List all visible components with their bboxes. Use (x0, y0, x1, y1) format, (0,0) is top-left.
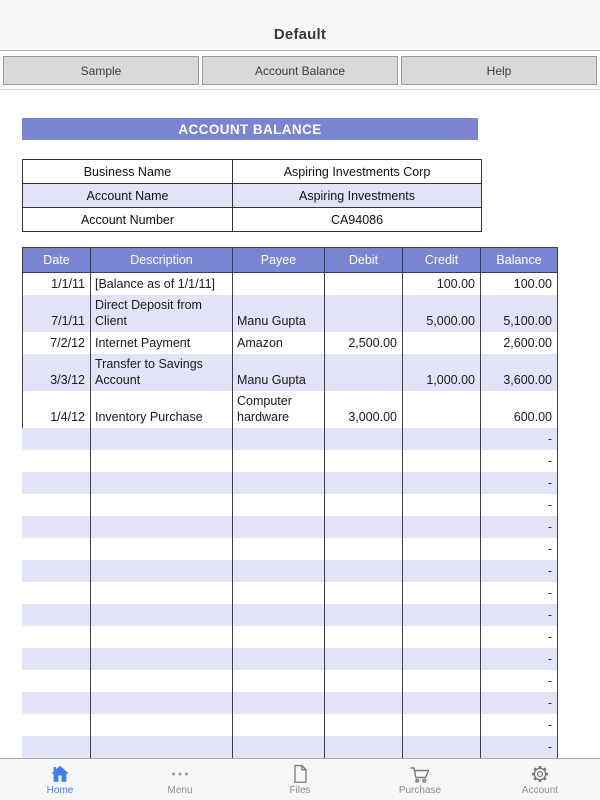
empty-cell[interactable] (232, 560, 324, 582)
empty-table-row[interactable] (22, 560, 558, 582)
empty-cell[interactable] (22, 450, 90, 472)
empty-cell[interactable] (90, 626, 232, 648)
empty-cell[interactable] (324, 494, 402, 516)
empty-cell[interactable] (232, 604, 324, 626)
empty-table-row[interactable] (22, 736, 558, 758)
empty-cell[interactable] (22, 670, 90, 692)
empty-cell[interactable] (402, 714, 480, 736)
empty-cell[interactable] (22, 472, 90, 494)
empty-cell[interactable] (22, 560, 90, 582)
cell-date[interactable]: 1/4/12 (22, 391, 90, 428)
cell-credit[interactable]: 1,000.00 (402, 354, 480, 391)
empty-cell[interactable] (90, 538, 232, 560)
empty-cell[interactable]: - (480, 494, 558, 516)
cell-description[interactable]: Transfer to Savings Account (90, 354, 232, 391)
empty-cell[interactable] (402, 560, 480, 582)
empty-table-row[interactable] (22, 670, 558, 692)
tab-menu[interactable] (120, 759, 240, 800)
window-title: Default (273, 26, 327, 43)
cell-date[interactable]: 1/1/11 (22, 273, 90, 295)
empty-cell[interactable] (90, 604, 232, 626)
ledger-table (22, 247, 558, 780)
empty-cell[interactable] (232, 626, 324, 648)
empty-cell[interactable]: - (480, 736, 558, 758)
tab-home-label: Home (46, 785, 74, 796)
empty-cell[interactable] (232, 692, 324, 714)
cell-balance[interactable]: 3,600.00 (480, 354, 558, 391)
empty-cell[interactable] (402, 450, 480, 472)
cell-date[interactable]: 3/3/12 (22, 354, 90, 391)
empty-cell[interactable] (90, 670, 232, 692)
empty-cell[interactable] (232, 538, 324, 560)
cell-balance[interactable]: 100.00 (480, 273, 558, 295)
empty-cell[interactable] (402, 472, 480, 494)
table-row[interactable] (22, 273, 558, 295)
cell-balance[interactable]: 5,100.00 (480, 295, 558, 332)
empty-cell[interactable] (402, 670, 480, 692)
cell-credit[interactable] (402, 391, 480, 428)
empty-table-row[interactable] (22, 714, 558, 736)
empty-cell[interactable] (324, 472, 402, 494)
empty-cell[interactable] (90, 648, 232, 670)
tab-purchase[interactable] (360, 759, 480, 800)
empty-cell[interactable] (90, 736, 232, 758)
column-header-description: Description (90, 247, 232, 273)
empty-cell[interactable] (22, 582, 90, 604)
cell-credit[interactable] (402, 332, 480, 354)
empty-cell[interactable]: - (480, 648, 558, 670)
cell-debit[interactable] (324, 354, 402, 391)
cell-description[interactable]: Direct Deposit from Client (90, 295, 232, 332)
empty-table-row[interactable] (22, 648, 558, 670)
cell-debit[interactable]: 3,000.00 (324, 391, 402, 428)
business-name-row (23, 160, 481, 184)
column-header-credit: Credit (402, 247, 480, 273)
empty-cell[interactable] (402, 692, 480, 714)
title-bar (0, 0, 600, 51)
cell-balance[interactable]: 2,600.00 (480, 332, 558, 354)
empty-cell[interactable] (324, 626, 402, 648)
empty-cell[interactable] (90, 714, 232, 736)
cell-payee[interactable]: Manu Gupta (232, 295, 324, 332)
account-gear-icon (528, 762, 552, 786)
account-name-row (23, 184, 481, 208)
empty-cell[interactable]: - (480, 582, 558, 604)
empty-cell[interactable] (232, 472, 324, 494)
empty-table-row[interactable] (22, 428, 558, 450)
empty-cell[interactable] (232, 516, 324, 538)
cell-credit[interactable]: 5,000.00 (402, 295, 480, 332)
empty-cell[interactable] (232, 648, 324, 670)
empty-cell[interactable]: - (480, 472, 558, 494)
cell-credit[interactable]: 100.00 (402, 273, 480, 295)
report-title-banner: ACCOUNT BALANCE (22, 118, 478, 140)
empty-table-row[interactable] (22, 450, 558, 472)
cell-balance[interactable]: 600.00 (480, 391, 558, 428)
empty-cell[interactable]: - (480, 516, 558, 538)
empty-table-row[interactable] (22, 626, 558, 648)
cell-debit[interactable] (324, 295, 402, 332)
empty-cell[interactable]: - (480, 560, 558, 582)
column-header-debit: Debit (324, 247, 402, 273)
toolbar (0, 51, 600, 90)
empty-cell[interactable]: - (480, 714, 558, 736)
empty-cell[interactable]: - (480, 626, 558, 648)
empty-cell[interactable] (22, 538, 90, 560)
empty-cell[interactable] (324, 428, 402, 450)
empty-cell[interactable] (232, 670, 324, 692)
ledger-header-row (22, 247, 558, 273)
empty-cell[interactable] (324, 516, 402, 538)
empty-cell[interactable] (232, 428, 324, 450)
account-balance-button[interactable]: Account Balance (202, 56, 398, 85)
tab-menu-label: Menu (167, 785, 193, 796)
column-header-balance: Balance (480, 247, 558, 273)
empty-cell[interactable]: - (480, 428, 558, 450)
empty-cell[interactable] (402, 648, 480, 670)
empty-cell[interactable] (90, 450, 232, 472)
empty-cell[interactable] (22, 604, 90, 626)
cell-description[interactable]: [Balance as of 1/1/11] (90, 273, 232, 295)
menu-dots-icon (168, 762, 192, 786)
empty-cell[interactable] (22, 494, 90, 516)
empty-table-row[interactable] (22, 692, 558, 714)
table-row[interactable] (22, 332, 558, 354)
empty-table-row[interactable] (22, 472, 558, 494)
empty-cell[interactable] (402, 736, 480, 758)
account-number-value[interactable]: CA94086 (330, 212, 384, 227)
tab-purchase-label: Purchase (398, 785, 442, 796)
cell-payee[interactable]: Manu Gupta (232, 354, 324, 391)
empty-cell[interactable] (324, 648, 402, 670)
cell-description[interactable]: Inventory Purchase (90, 391, 232, 428)
cell-payee[interactable] (232, 273, 324, 295)
account-number-label: Account Number (23, 208, 233, 231)
cell-payee[interactable]: Computer hardware (232, 391, 324, 428)
business-name-label: Business Name (23, 160, 233, 183)
empty-table-row[interactable] (22, 494, 558, 516)
empty-cell[interactable] (90, 494, 232, 516)
empty-cell[interactable] (232, 736, 324, 758)
account-name-value[interactable]: Aspiring Investments (298, 188, 416, 203)
empty-table-row[interactable] (22, 582, 558, 604)
empty-cell[interactable] (324, 450, 402, 472)
empty-cell[interactable] (324, 714, 402, 736)
tab-bar (0, 758, 600, 800)
empty-cell[interactable] (90, 428, 232, 450)
business-name-value[interactable]: Aspiring Investments Corp (283, 164, 431, 179)
column-header-payee: Payee (232, 247, 324, 273)
empty-cell[interactable] (22, 692, 90, 714)
empty-cell[interactable] (324, 736, 402, 758)
empty-cell[interactable] (324, 538, 402, 560)
empty-cell[interactable] (232, 582, 324, 604)
table-row[interactable] (22, 354, 558, 391)
cell-description[interactable]: Internet Payment (90, 332, 232, 354)
empty-cell[interactable] (402, 604, 480, 626)
empty-cell[interactable] (402, 538, 480, 560)
empty-cell[interactable] (402, 582, 480, 604)
column-header-date: Date (22, 247, 90, 273)
files-icon (288, 762, 312, 786)
empty-cell[interactable] (232, 494, 324, 516)
empty-cell[interactable] (324, 692, 402, 714)
empty-cell[interactable] (232, 450, 324, 472)
empty-cell[interactable] (324, 604, 402, 626)
empty-cell[interactable] (324, 670, 402, 692)
empty-cell[interactable]: - (480, 692, 558, 714)
empty-cell[interactable] (402, 428, 480, 450)
empty-cell[interactable] (402, 626, 480, 648)
cell-debit[interactable]: 2,500.00 (324, 332, 402, 354)
cell-date[interactable]: 7/1/11 (22, 295, 90, 332)
cell-payee[interactable]: Amazon (232, 332, 324, 354)
empty-cell[interactable] (90, 692, 232, 714)
empty-cell[interactable] (90, 516, 232, 538)
empty-cell[interactable]: - (480, 450, 558, 472)
empty-table-row[interactable] (22, 538, 558, 560)
purchase-cart-icon (408, 762, 432, 786)
empty-cell[interactable] (22, 516, 90, 538)
empty-cell[interactable] (22, 626, 90, 648)
empty-cell[interactable] (22, 428, 90, 450)
empty-cell[interactable] (324, 560, 402, 582)
empty-cell[interactable] (90, 560, 232, 582)
empty-cell[interactable] (22, 736, 90, 758)
table-row[interactable] (22, 295, 558, 332)
empty-cell[interactable] (90, 472, 232, 494)
cell-debit[interactable] (324, 273, 402, 295)
empty-cell[interactable] (232, 714, 324, 736)
account-info-table (22, 159, 482, 232)
account-number-row (23, 208, 481, 231)
account-name-label: Account Name (23, 184, 233, 207)
cell-date[interactable]: 7/2/12 (22, 332, 90, 354)
tab-files-label: Files (289, 785, 311, 796)
sample-button[interactable]: Sample (3, 56, 199, 85)
empty-cell[interactable] (22, 648, 90, 670)
empty-cell[interactable] (22, 714, 90, 736)
empty-cell[interactable] (90, 582, 232, 604)
table-row[interactable] (22, 391, 558, 428)
help-button[interactable]: Help (401, 56, 597, 85)
empty-cell[interactable] (324, 582, 402, 604)
empty-cell[interactable]: - (480, 670, 558, 692)
tab-home[interactable] (0, 759, 120, 800)
empty-cell[interactable]: - (480, 604, 558, 626)
home-icon (48, 762, 72, 786)
tab-account[interactable] (480, 759, 600, 800)
empty-table-row[interactable] (22, 516, 558, 538)
empty-cell[interactable] (402, 494, 480, 516)
empty-rows-section (22, 428, 558, 780)
empty-cell[interactable]: - (480, 538, 558, 560)
empty-table-row[interactable] (22, 604, 558, 626)
empty-cell[interactable] (402, 516, 480, 538)
tab-account-label: Account (521, 785, 559, 796)
tab-files[interactable] (240, 759, 360, 800)
